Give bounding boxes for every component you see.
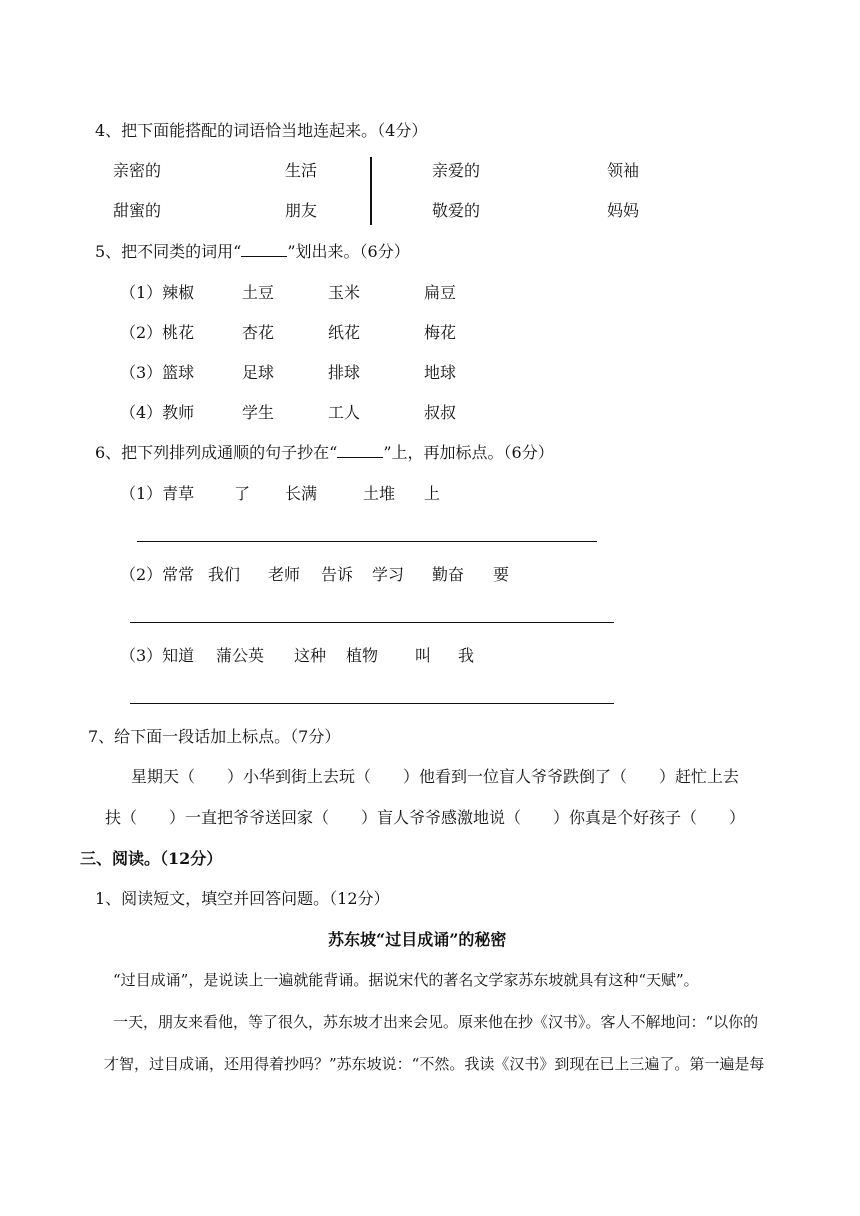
- q4-word: 生活: [285, 161, 318, 180]
- passage-paragraph: 一天，朋友来看他，等了很久，苏东坡才出来会见。原来他在抄《汉书》。客人不解地问：“以你的: [113, 1013, 759, 1031]
- q5-word: （1）辣椒: [120, 283, 195, 302]
- q6-word: 学习: [372, 565, 405, 584]
- q5-word: 叔叔: [424, 403, 457, 422]
- q5-word: 足球: [242, 363, 275, 382]
- q6-word: 土堆: [363, 484, 396, 503]
- passage-title: 苏东坡“过目成诵”的秘密: [328, 930, 507, 949]
- q4-word: 领袖: [607, 161, 640, 180]
- q6-word: 老师: [268, 565, 301, 584]
- q6-word: 了: [234, 484, 251, 503]
- q7-line: 扶（ ）一直把爷爷送回家（ ）盲人爷爷感激地说（ ）你真是个好孩子（ ）: [105, 808, 746, 827]
- q5-word: 排球: [328, 363, 361, 382]
- underline-sample: [241, 242, 287, 257]
- q4-word: 亲爱的: [432, 161, 481, 180]
- q7-title: 7、给下面一段话加上标点。（7分）: [88, 727, 341, 746]
- reading-question-title: 1、阅读短文，填空并回答问题。（12分）: [95, 889, 390, 908]
- q5-word: 玉米: [328, 283, 361, 302]
- q6-word: 这种: [294, 646, 327, 665]
- q6-word: （2）常常: [120, 565, 195, 584]
- q6-word: 长满: [285, 484, 318, 503]
- q6-word: 蒲公英: [216, 646, 265, 665]
- q5-word: （2）桃花: [120, 323, 195, 342]
- passage-paragraph: 才智，过目成诵，还用得着抄吗？”苏东坡说：“不然。我读《汉书》到现在已上三遍了。第一遍是每: [104, 1055, 765, 1073]
- q6-word: 我: [458, 646, 475, 665]
- q5-word: 梅花: [424, 323, 457, 342]
- q5-title: 5、把不同类的词用“ ”划出来。（6分）: [95, 242, 410, 261]
- q7-line: 星期天（ ）小华到街上去玩（ ）他看到一位盲人爷爷跌倒了（ ）赶忙上去: [131, 767, 740, 786]
- q6-word: 植物: [346, 646, 379, 665]
- q6-word: 勤奋: [432, 565, 465, 584]
- q6-word: 我们: [208, 565, 241, 584]
- q6-word: 要: [493, 565, 510, 584]
- section-heading: 三、阅读。（12分）: [80, 849, 223, 868]
- q6-word: 叫: [415, 646, 432, 665]
- q4-title: 4、把下面能搭配的词语恰当地连起来。（4分）: [95, 121, 428, 140]
- q6-word: （3）知道: [120, 646, 195, 665]
- q5-word: 学生: [242, 403, 275, 422]
- answer-line[interactable]: [130, 703, 614, 704]
- q5-word: 工人: [328, 403, 361, 422]
- q6-title: 6、把下列排列成通顺的句子抄在“ ”上，再加标点。（6分）: [95, 443, 554, 462]
- q5-word: 杏花: [242, 323, 275, 342]
- q4-word: 妈妈: [607, 201, 640, 220]
- q4-divider: [370, 157, 372, 225]
- q4-word: 敬爱的: [432, 201, 481, 220]
- q5-word: 地球: [424, 363, 457, 382]
- q5-word: 纸花: [328, 323, 361, 342]
- q6-word: （1）青草: [120, 484, 195, 503]
- q4-word: 朋友: [285, 201, 318, 220]
- q4-word: 亲密的: [113, 161, 162, 180]
- q5-word: （3）篮球: [120, 363, 195, 382]
- q5-word: 扁豆: [424, 283, 457, 302]
- answer-line[interactable]: [130, 622, 614, 623]
- q6-word: 上: [424, 484, 441, 503]
- underline-sample: [337, 443, 383, 458]
- passage-paragraph: “过目成诵”，是说读上一遍就能背诵。据说宋代的著名文学家苏东坡就具有这种“天赋”。: [113, 971, 699, 989]
- q6-word: 告诉: [321, 565, 354, 584]
- answer-line[interactable]: [137, 541, 597, 542]
- q4-word: 甜蜜的: [113, 201, 162, 220]
- q5-word: 土豆: [242, 283, 275, 302]
- q5-word: （4）教师: [120, 403, 195, 422]
